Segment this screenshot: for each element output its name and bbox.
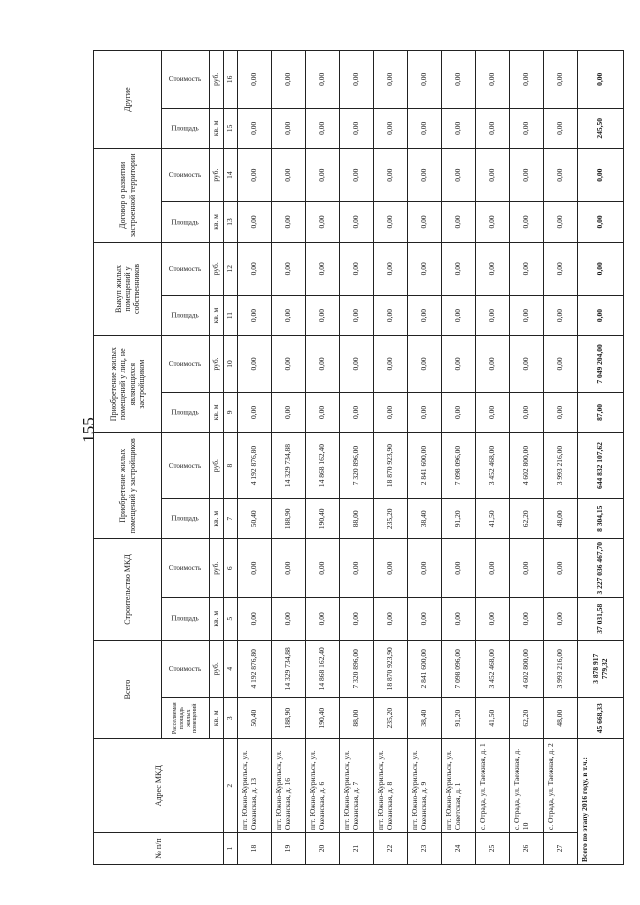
row-value: 0,00 [340,392,374,432]
row-address: с. Отрада, ул. Таежная, д. 1 [476,739,510,833]
row-value: 0,00 [544,149,578,202]
row-value: 0,00 [510,539,544,598]
sub-area-buyout: Площадь [162,295,210,335]
row-value: 7 320 896,00 [340,433,374,499]
total-value: 245,50 [578,108,624,148]
row-value: 0,00 [306,597,340,640]
sub-area-other: Площадь [162,108,210,148]
row-value: 0,00 [238,295,272,335]
row-value: 0,00 [238,149,272,202]
hdr-contract: Договор о развитии застроенной территории [94,149,162,243]
total-value: 3 878 917 779,32 [578,640,624,697]
row-value: 0,00 [510,392,544,432]
row-value: 0,00 [442,392,476,432]
row-value: 0,00 [306,392,340,432]
row-value: 7 098 096,00 [442,433,476,499]
table-row [238,51,272,865]
row-value: 0,00 [408,392,442,432]
page-number: 155 [79,417,98,443]
row-value: 0,00 [306,242,340,295]
total-row [578,51,624,865]
total-value: 37 031,58 [578,597,624,640]
col-number: 8 [224,433,238,499]
table-row [544,51,578,865]
row-value: 0,00 [340,51,374,109]
row-value: 0,00 [306,539,340,598]
row-number: 18 [238,833,272,865]
unit-cost: руб. [210,640,224,697]
row-value: 0,00 [272,295,306,335]
col-number: 15 [224,108,238,148]
sub-cost-building: Стоимость [162,539,210,598]
resettlement-table [93,50,624,865]
table-row [272,51,306,865]
row-value: 0,00 [272,202,306,242]
table-row [510,51,544,865]
row-value: 0,00 [442,336,476,392]
hdr-no: № п/п [94,833,224,865]
row-value: 62,20 [510,499,544,539]
row-value: 0,00 [340,242,374,295]
row-value: 0,00 [408,539,442,598]
row-value: 0,00 [476,149,510,202]
sub-area-purchase-other: Площадь [162,392,210,432]
row-value: 0,00 [408,149,442,202]
sub-cost-contract: Стоимость [162,149,210,202]
row-value: 0,00 [476,597,510,640]
row-value: 41,50 [476,697,510,738]
hdr-purchase-dev: Приобретение жилых помещений у застройщиков [94,433,162,539]
total-value: 0,00 [578,202,624,242]
col-number: 3 [224,697,238,738]
row-value: 4 602 800,00 [510,433,544,499]
table-row [476,51,510,865]
row-value: 91,20 [442,697,476,738]
row-value: 235,20 [374,697,408,738]
row-value: 0,00 [238,51,272,109]
col-number: 10 [224,336,238,392]
row-value: 0,00 [510,202,544,242]
row-value: 0,00 [510,597,544,640]
total-value: 8 304,15 [578,499,624,539]
row-value: 18 870 923,90 [374,640,408,697]
row-value: 0,00 [238,336,272,392]
row-value: 0,00 [374,597,408,640]
col-number: 12 [224,242,238,295]
col-number: 13 [224,202,238,242]
row-value: 0,00 [442,242,476,295]
row-number: 19 [272,833,306,865]
row-value: 188,90 [272,697,306,738]
row-value: 0,00 [306,202,340,242]
hdr-purchase-other: Приобретение жилых помещений у лиц, не являющихся застройщиком [94,336,162,433]
hdr-other: Другие [94,51,162,149]
hdr-total: Всего [94,640,162,739]
total-value: 0,00 [578,51,624,109]
row-value: 50,40 [238,499,272,539]
unit-area: кв. м [210,697,224,738]
row-value: 0,00 [238,202,272,242]
row-value: 0,00 [374,51,408,109]
col-number: 11 [224,295,238,335]
row-value: 0,00 [408,51,442,109]
row-value: 0,00 [476,242,510,295]
row-value: 0,00 [306,336,340,392]
row-value: 0,00 [476,108,510,148]
row-value: 0,00 [442,539,476,598]
row-number: 20 [306,833,340,865]
row-value: 0,00 [544,242,578,295]
row-number: 24 [442,833,476,865]
row-value: 0,00 [340,539,374,598]
row-address: пгт. Южно-Курильск, ул. Океанская, д. 13 [238,739,272,833]
row-value: 3 993 216,00 [544,640,578,697]
row-value: 0,00 [374,149,408,202]
row-value: 0,00 [544,539,578,598]
col-number: 6 [224,539,238,598]
row-value: 0,00 [272,539,306,598]
col-number: 9 [224,392,238,432]
row-value: 0,00 [408,242,442,295]
row-value: 4 602 800,00 [510,640,544,697]
row-number: 21 [340,833,374,865]
row-value: 235,20 [374,499,408,539]
row-number: 26 [510,833,544,865]
row-value: 0,00 [544,108,578,148]
row-value: 0,00 [306,51,340,109]
row-value: 0,00 [238,597,272,640]
row-value: 0,00 [374,336,408,392]
row-address: пгт. Южно-Курильск, ул. Океанская, д. 8 [374,739,408,833]
unit-area: кв. м [210,202,224,242]
total-value: 0,00 [578,242,624,295]
row-value: 14 329 734,88 [272,433,306,499]
total-value: 45 668,33 [578,697,624,738]
row-value: 0,00 [306,149,340,202]
row-value: 38,40 [408,697,442,738]
row-value: 0,00 [476,202,510,242]
row-value: 0,00 [476,336,510,392]
col-number: 4 [224,640,238,697]
row-value: 0,00 [272,336,306,392]
row-value: 0,00 [408,108,442,148]
col-number: 1 [224,833,238,865]
row-value: 0,00 [374,108,408,148]
row-value: 0,00 [374,295,408,335]
row-value: 188,90 [272,499,306,539]
row-value: 0,00 [272,149,306,202]
total-label: Всего по этапу 2016 году, в т.ч.: [578,739,624,865]
row-value: 18 870 923,90 [374,433,408,499]
row-value: 88,00 [340,499,374,539]
row-value: 2 841 600,00 [408,433,442,499]
row-value: 0,00 [510,108,544,148]
row-address: пгт. Южно-Курильск, ул. Океанская, д. 6 [306,739,340,833]
row-value: 0,00 [408,597,442,640]
row-value: 0,00 [408,202,442,242]
row-value: 0,00 [374,242,408,295]
row-value: 0,00 [306,108,340,148]
row-address: пгт. Южно-Курильск, ул. Советская, д. 1 [442,739,476,833]
unit-cost: руб. [210,51,224,109]
row-value: 0,00 [442,51,476,109]
unit-cost: руб. [210,242,224,295]
table-row [374,51,408,865]
row-value: 7 098 096,00 [442,640,476,697]
row-value: 0,00 [340,597,374,640]
table-row [340,51,374,865]
sub-area-settled: Расселяемая площадь жилых помещений [162,697,210,738]
row-value: 62,20 [510,697,544,738]
row-value: 0,00 [510,336,544,392]
unit-area: кв. м [210,295,224,335]
row-value: 0,00 [510,149,544,202]
row-value: 0,00 [476,392,510,432]
row-value: 0,00 [238,392,272,432]
row-value: 0,00 [374,392,408,432]
row-value: 0,00 [544,295,578,335]
sub-cost-other: Стоимость [162,51,210,109]
row-value: 0,00 [306,295,340,335]
row-value: 0,00 [442,597,476,640]
unit-cost: руб. [210,336,224,392]
row-value: 0,00 [510,295,544,335]
table-row [306,51,340,865]
row-value: 0,00 [442,295,476,335]
row-value: 0,00 [544,202,578,242]
total-value: 0,00 [578,149,624,202]
row-value: 0,00 [544,51,578,109]
unit-cost: руб. [210,433,224,499]
hdr-addr: Адрес МКД [94,739,224,833]
row-number: 25 [476,833,510,865]
row-value: 0,00 [510,51,544,109]
sub-cost-buyout: Стоимость [162,242,210,295]
table-row [408,51,442,865]
row-value: 4 192 876,80 [238,433,272,499]
row-number: 27 [544,833,578,865]
row-value: 0,00 [476,539,510,598]
row-value: 0,00 [442,202,476,242]
row-value: 14 868 162,40 [306,640,340,697]
col-number: 14 [224,149,238,202]
row-value: 48,00 [544,697,578,738]
unit-area: кв. м [210,392,224,432]
sub-cost-purchase-dev: Стоимость [162,433,210,499]
row-value: 3 993 216,00 [544,433,578,499]
sub-cost-total: Стоимость [162,640,210,697]
row-address: с. Отрада, ул. Таежная, д. 2 [544,739,578,833]
row-address: с. Отрада, ул. Таежная, д. 10 [510,739,544,833]
row-value: 0,00 [340,202,374,242]
row-value: 14 868 162,40 [306,433,340,499]
sub-area-contract: Площадь [162,202,210,242]
row-value: 3 452 468,00 [476,433,510,499]
row-value: 3 452 468,00 [476,640,510,697]
row-value: 0,00 [442,149,476,202]
row-value: 50,40 [238,697,272,738]
unit-area: кв. м [210,108,224,148]
row-value: 0,00 [272,392,306,432]
table-body [238,51,624,865]
row-value: 0,00 [374,202,408,242]
row-value: 0,00 [238,108,272,148]
col-number: 7 [224,499,238,539]
row-value: 0,00 [408,336,442,392]
row-value: 91,20 [442,499,476,539]
row-value: 38,40 [408,499,442,539]
row-value: 0,00 [510,242,544,295]
row-value: 0,00 [238,539,272,598]
row-value: 190,40 [306,697,340,738]
row-value: 190,40 [306,499,340,539]
row-value: 0,00 [408,295,442,335]
row-address: пгт. Южно-Курильск, ул. Океанская, д. 16 [272,739,306,833]
row-value: 0,00 [340,149,374,202]
row-value: 0,00 [272,597,306,640]
total-value: 644 832 107,62 [578,433,624,499]
row-value: 0,00 [272,51,306,109]
sub-area-purchase-dev: Площадь [162,499,210,539]
row-value: 0,00 [476,295,510,335]
total-value: 87,00 [578,392,624,432]
row-value: 0,00 [272,242,306,295]
row-value: 41,50 [476,499,510,539]
row-value: 0,00 [340,108,374,148]
row-value: 4 192 876,80 [238,640,272,697]
col-number: 16 [224,51,238,109]
sub-cost-purchase-other: Стоимость [162,336,210,392]
row-value: 0,00 [340,336,374,392]
row-value: 0,00 [442,108,476,148]
unit-cost: руб. [210,149,224,202]
table-row [442,51,476,865]
unit-area: кв. м [210,499,224,539]
row-value: 14 329 734,88 [272,640,306,697]
total-value: 0,00 [578,295,624,335]
row-value: 0,00 [374,539,408,598]
row-value: 0,00 [544,336,578,392]
row-value: 2 841 600,00 [408,640,442,697]
row-value: 0,00 [476,51,510,109]
hdr-buyout: Выкуп жилых помещений у собственников [94,242,162,336]
col-number: 2 [224,739,238,833]
row-value: 0,00 [544,392,578,432]
row-number: 22 [374,833,408,865]
row-value: 0,00 [340,295,374,335]
total-value: 3 227 036 467,70 [578,539,624,598]
unit-area: кв. м [210,597,224,640]
total-value: 7 049 204,00 [578,336,624,392]
rotated-table-wrapper [93,50,623,865]
row-address: пгт. Южно-Курильск, ул. Океанская, д. 7 [340,739,374,833]
row-value: 48,00 [544,499,578,539]
row-value: 0,00 [238,242,272,295]
row-address: пгт. Южно-Курильск, ул. Океанская, д. 9 [408,739,442,833]
sub-area-building: Площадь [162,597,210,640]
row-value: 7 320 896,00 [340,640,374,697]
row-value: 0,00 [272,108,306,148]
hdr-building: Строительство МКД [94,539,162,640]
row-number: 23 [408,833,442,865]
unit-cost: руб. [210,539,224,598]
row-value: 0,00 [544,597,578,640]
col-number: 5 [224,597,238,640]
row-value: 88,00 [340,697,374,738]
